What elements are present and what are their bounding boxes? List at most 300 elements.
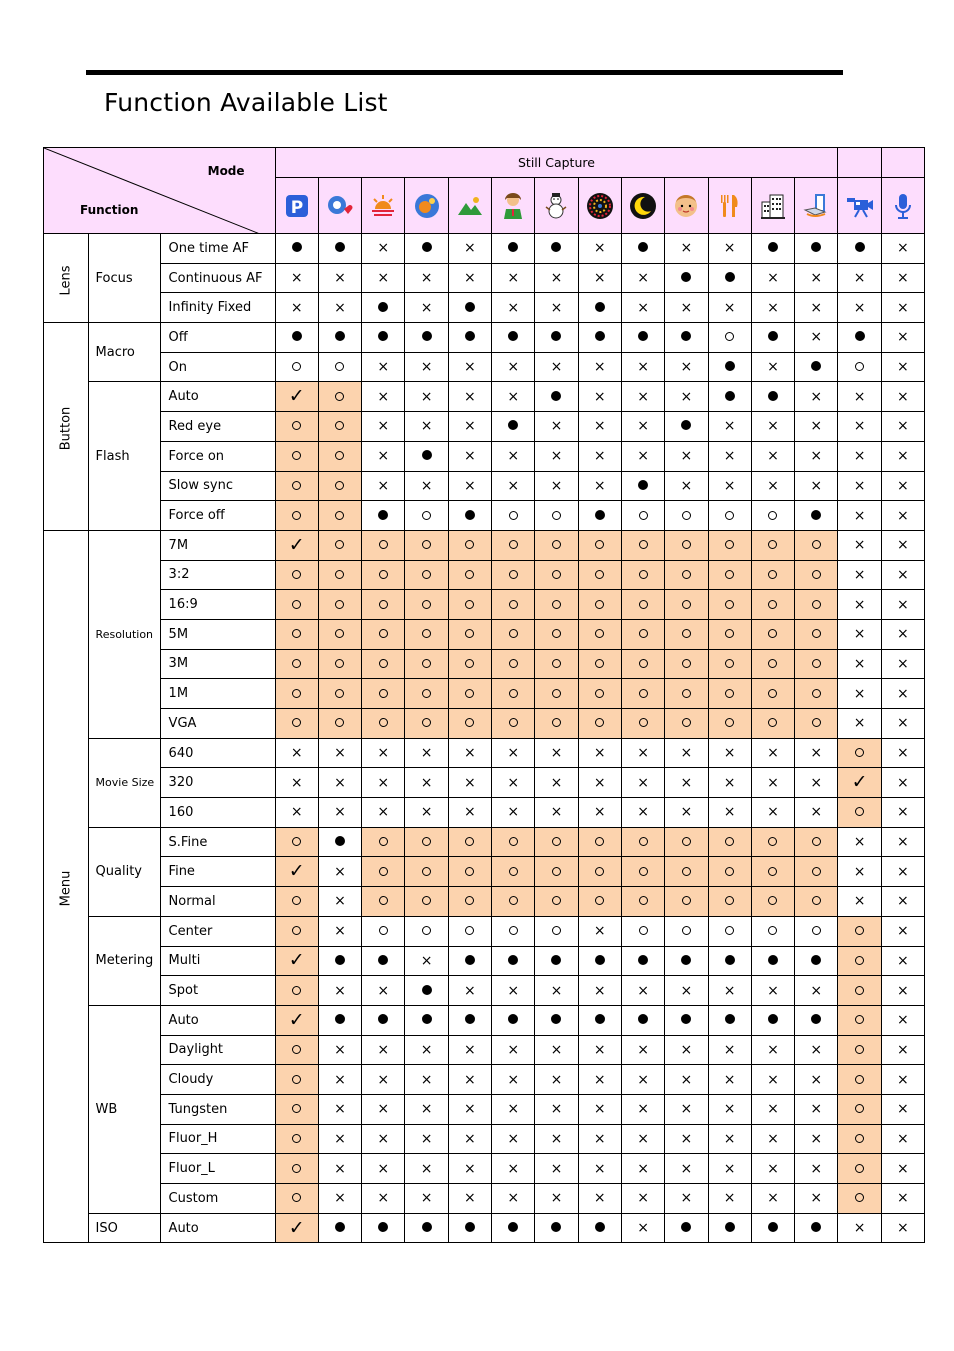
open-circle-icon	[335, 570, 344, 579]
availability-cell	[751, 649, 794, 679]
open-circle-icon	[292, 926, 301, 935]
availability-cell	[362, 560, 405, 590]
availability-cell	[795, 1213, 838, 1243]
availability-cell	[275, 827, 318, 857]
cross-icon: ×	[767, 448, 779, 465]
availability-cell	[318, 412, 361, 442]
filled-dot-icon	[378, 302, 388, 312]
filled-dot-icon	[725, 955, 735, 965]
availability-cell	[362, 1065, 405, 1095]
availability-cell	[362, 441, 405, 471]
filled-dot-icon	[422, 985, 432, 995]
filled-dot-icon	[378, 1014, 388, 1024]
availability-cell	[318, 798, 361, 828]
check-icon: ✓	[288, 1008, 305, 1031]
availability-cell	[535, 382, 578, 412]
cross-icon: ×	[550, 477, 563, 494]
open-circle-icon	[292, 1134, 301, 1143]
mode-function-corner	[44, 148, 276, 234]
cross-icon: ×	[853, 507, 866, 524]
availability-cell	[708, 619, 751, 649]
availability-cell	[318, 501, 361, 531]
availability-cell	[578, 1035, 621, 1065]
availability-cell	[275, 382, 318, 412]
table-row	[44, 946, 925, 976]
availability-cell	[751, 679, 794, 709]
availability-cell	[708, 679, 751, 709]
availability-cell	[881, 916, 924, 946]
availability-cell	[621, 382, 664, 412]
cross-icon: ×	[420, 774, 433, 791]
cross-icon: ×	[853, 596, 866, 613]
open-circle-icon	[812, 659, 821, 668]
cross-icon: ×	[593, 982, 606, 999]
function-label: Fluor_H	[160, 1124, 275, 1154]
availability-cell	[578, 501, 621, 531]
group-label: ISO	[88, 1213, 160, 1243]
cross-icon: ×	[896, 329, 909, 346]
availability-cell	[535, 352, 578, 382]
availability-cell	[838, 1213, 881, 1243]
cross-icon: ×	[593, 745, 606, 762]
availability-cell	[838, 590, 881, 620]
availability-cell	[535, 441, 578, 471]
cross-icon: ×	[334, 1160, 346, 1177]
availability-cell	[578, 1154, 621, 1184]
availability-cell	[708, 649, 751, 679]
function-label: 640	[160, 738, 275, 768]
availability-cell	[795, 857, 838, 887]
cross-icon: ×	[593, 804, 606, 821]
availability-cell	[492, 649, 535, 679]
cross-icon: ×	[853, 626, 866, 643]
availability-cell	[621, 709, 664, 739]
cross-icon: ×	[853, 655, 866, 672]
availability-cell	[621, 1035, 664, 1065]
open-circle-icon	[639, 718, 648, 727]
function-label: Auto	[160, 382, 275, 412]
availability-cell	[492, 263, 535, 293]
availability-cell	[708, 560, 751, 590]
open-circle-icon	[639, 540, 648, 549]
availability-cell	[881, 293, 924, 323]
availability-cell	[621, 501, 664, 531]
availability-cell	[362, 352, 405, 382]
availability-cell	[405, 382, 448, 412]
open-circle-icon	[292, 837, 301, 846]
table-row	[44, 738, 925, 768]
availability-cell	[621, 679, 664, 709]
cross-icon: ×	[680, 1130, 693, 1147]
availability-cell	[492, 827, 535, 857]
mode-column-7	[535, 178, 578, 234]
availability-cell	[318, 234, 361, 264]
portrait-icon	[492, 192, 534, 220]
cross-icon: ×	[680, 1190, 693, 1207]
availability-cell	[708, 946, 751, 976]
filled-dot-icon	[378, 510, 388, 520]
availability-cell	[665, 530, 708, 560]
availability-cell	[535, 590, 578, 620]
cross-icon: ×	[853, 388, 866, 405]
scene-portrait-heart-icon	[319, 193, 361, 219]
open-circle-icon	[465, 600, 474, 609]
cross-icon: ×	[507, 774, 520, 791]
availability-cell	[448, 916, 491, 946]
cross-icon: ×	[550, 270, 563, 287]
filled-dot-icon	[681, 1222, 691, 1232]
availability-cell	[708, 501, 751, 531]
cross-icon: ×	[550, 418, 563, 435]
filled-dot-icon	[811, 1014, 821, 1024]
open-circle-icon	[812, 600, 821, 609]
open-circle-icon	[335, 362, 344, 371]
open-circle-icon	[292, 896, 301, 905]
filled-dot-icon	[378, 1222, 388, 1232]
cross-icon: ×	[810, 1041, 823, 1058]
availability-cell	[492, 293, 535, 323]
function-label: Center	[160, 916, 275, 946]
availability-cell	[275, 1094, 318, 1124]
availability-cell	[448, 1094, 491, 1124]
function-label: Slow sync	[160, 471, 275, 501]
cross-icon: ×	[420, 270, 433, 287]
availability-cell	[275, 501, 318, 531]
cross-icon: ×	[810, 1071, 823, 1088]
availability-cell	[318, 471, 361, 501]
function-label: Fluor_L	[160, 1154, 275, 1184]
cross-icon: ×	[637, 270, 649, 287]
availability-cell	[708, 323, 751, 353]
cross-icon: ×	[507, 1041, 520, 1058]
open-circle-icon	[335, 511, 344, 520]
cross-icon: ×	[896, 863, 909, 880]
availability-cell	[362, 768, 405, 798]
availability-cell	[318, 738, 361, 768]
filled-dot-icon	[595, 510, 605, 520]
cross-icon: ×	[853, 893, 866, 910]
cross-icon: ×	[896, 774, 909, 791]
open-circle-icon	[292, 1193, 301, 1202]
mode-column-4	[405, 178, 448, 234]
open-circle-icon	[335, 718, 344, 727]
availability-cell	[578, 1184, 621, 1214]
cross-icon: ×	[420, 359, 433, 376]
table-row	[44, 1005, 925, 1035]
availability-cell	[275, 412, 318, 442]
open-circle-icon	[725, 867, 734, 876]
availability-cell	[448, 234, 491, 264]
cross-icon: ×	[334, 1071, 346, 1088]
table-row	[44, 1213, 925, 1243]
availability-cell	[708, 530, 751, 560]
availability-cell	[665, 946, 708, 976]
availability-cell	[881, 234, 924, 264]
category-cell	[44, 234, 89, 323]
availability-cell	[578, 679, 621, 709]
availability-cell	[621, 1154, 664, 1184]
open-circle-icon	[595, 867, 604, 876]
open-circle-icon	[725, 837, 734, 846]
open-circle-icon	[639, 689, 648, 698]
cross-icon: ×	[507, 359, 520, 376]
movie-header	[838, 148, 881, 178]
table-row	[44, 263, 925, 293]
availability-cell	[665, 263, 708, 293]
availability-cell	[318, 382, 361, 412]
cross-icon: ×	[507, 1071, 520, 1088]
availability-cell	[535, 323, 578, 353]
function-label: 3M	[160, 649, 275, 679]
filled-dot-icon	[768, 391, 778, 401]
availability-cell	[795, 1184, 838, 1214]
availability-cell	[405, 887, 448, 917]
availability-cell	[535, 1184, 578, 1214]
availability-cell	[665, 768, 708, 798]
cross-icon: ×	[680, 299, 693, 316]
open-circle-icon	[335, 600, 344, 609]
open-circle-icon	[335, 421, 344, 430]
table-row	[44, 887, 925, 917]
availability-cell	[492, 916, 535, 946]
availability-cell	[578, 946, 621, 976]
availability-cell	[621, 471, 664, 501]
availability-cell	[578, 412, 621, 442]
cross-icon: ×	[810, 1160, 823, 1177]
svg-text:P: P	[290, 197, 303, 218]
availability-cell	[275, 619, 318, 649]
filled-dot-icon	[681, 420, 691, 430]
open-circle-icon	[682, 629, 691, 638]
table-row	[44, 1154, 925, 1184]
open-circle-icon	[552, 570, 561, 579]
availability-cell	[795, 887, 838, 917]
cross-icon: ×	[896, 834, 909, 851]
availability-cell	[708, 798, 751, 828]
open-circle-icon	[465, 540, 474, 549]
mode-column-8	[578, 178, 621, 234]
cross-icon: ×	[637, 1041, 649, 1058]
availability-cell	[621, 887, 664, 917]
cross-icon: ×	[767, 1071, 779, 1088]
filled-dot-icon	[725, 1014, 735, 1024]
availability-cell	[838, 649, 881, 679]
availability-cell	[362, 946, 405, 976]
cross-icon: ×	[420, 1130, 433, 1147]
availability-cell	[448, 1035, 491, 1065]
availability-cell	[405, 916, 448, 946]
group-label: WB	[88, 1005, 160, 1213]
availability-cell	[751, 323, 794, 353]
availability-cell	[708, 976, 751, 1006]
availability-cell	[621, 827, 664, 857]
availability-cell	[362, 590, 405, 620]
open-circle-icon	[292, 689, 301, 698]
availability-cell	[751, 560, 794, 590]
cross-icon: ×	[767, 804, 779, 821]
table-row	[44, 323, 925, 353]
availability-cell	[621, 1005, 664, 1035]
cross-icon: ×	[593, 1071, 606, 1088]
availability-cell	[578, 976, 621, 1006]
mode-column-5	[448, 178, 491, 234]
cross-icon: ×	[896, 566, 909, 583]
cross-icon: ×	[810, 329, 823, 346]
availability-cell	[751, 887, 794, 917]
cross-icon: ×	[593, 388, 606, 405]
availability-cell	[578, 1124, 621, 1154]
cross-icon: ×	[637, 1101, 649, 1118]
cross-icon: ×	[507, 1130, 520, 1147]
availability-cell	[405, 738, 448, 768]
open-circle-icon	[292, 600, 301, 609]
open-circle-icon	[768, 689, 777, 698]
availability-cell	[578, 293, 621, 323]
building-icon	[752, 192, 794, 220]
availability-cell	[318, 857, 361, 887]
cross-icon: ×	[896, 299, 909, 316]
cross-icon: ×	[637, 418, 649, 435]
availability-cell	[318, 709, 361, 739]
availability-cell	[362, 649, 405, 679]
category-label: Lens	[58, 265, 74, 296]
availability-cell	[665, 1213, 708, 1243]
availability-cell	[881, 263, 924, 293]
mode-column-11	[708, 178, 751, 234]
function-label: One time AF	[160, 234, 275, 264]
open-circle-icon	[725, 926, 734, 935]
availability-cell	[708, 382, 751, 412]
availability-cell	[448, 441, 491, 471]
cross-icon: ×	[810, 982, 823, 999]
availability-cell	[448, 798, 491, 828]
open-circle-icon	[768, 867, 777, 876]
cross-icon: ×	[507, 1160, 520, 1177]
cross-icon: ×	[377, 1190, 390, 1207]
availability-cell	[881, 1005, 924, 1035]
table-row	[44, 798, 925, 828]
availability-cell	[838, 1184, 881, 1214]
availability-cell	[665, 1184, 708, 1214]
open-circle-icon	[335, 481, 344, 490]
cross-icon: ×	[377, 388, 390, 405]
availability-cell	[492, 946, 535, 976]
filled-dot-icon	[551, 1014, 561, 1024]
cross-icon: ×	[896, 507, 909, 524]
cross-icon: ×	[853, 715, 866, 732]
availability-cell	[578, 323, 621, 353]
availability-cell	[795, 471, 838, 501]
availability-cell	[405, 1094, 448, 1124]
availability-cell	[665, 1124, 708, 1154]
availability-cell	[275, 234, 318, 264]
cross-icon: ×	[420, 388, 433, 405]
cross-icon: ×	[507, 448, 520, 465]
availability-cell	[708, 768, 751, 798]
availability-cell	[838, 679, 881, 709]
availability-cell	[751, 619, 794, 649]
availability-cell	[795, 738, 838, 768]
cross-icon: ×	[853, 448, 866, 465]
availability-cell	[362, 827, 405, 857]
open-circle-icon	[335, 540, 344, 549]
availability-cell	[665, 441, 708, 471]
open-circle-icon	[725, 570, 734, 579]
open-circle-icon	[725, 629, 734, 638]
availability-cell	[708, 1124, 751, 1154]
availability-cell	[578, 352, 621, 382]
open-circle-icon	[552, 540, 561, 549]
cross-icon: ×	[896, 923, 909, 940]
availability-cell	[405, 1065, 448, 1095]
mode-column-1	[275, 178, 318, 234]
availability-cell	[751, 234, 794, 264]
availability-cell	[838, 887, 881, 917]
availability-cell	[665, 916, 708, 946]
availability-cell	[448, 976, 491, 1006]
availability-cell	[448, 412, 491, 442]
availability-cell	[535, 1065, 578, 1095]
function-label: VGA	[160, 709, 275, 739]
table-row	[44, 530, 925, 560]
cross-icon: ×	[377, 1101, 390, 1118]
availability-cell	[751, 976, 794, 1006]
availability-cell	[535, 501, 578, 531]
availability-cell	[318, 263, 361, 293]
availability-cell	[405, 679, 448, 709]
availability-cell	[275, 709, 318, 739]
open-circle-icon	[379, 600, 388, 609]
open-circle-icon	[812, 629, 821, 638]
open-circle-icon	[422, 570, 431, 579]
open-circle-icon	[465, 926, 474, 935]
open-circle-icon	[422, 659, 431, 668]
category-cell	[44, 530, 89, 1243]
cross-icon: ×	[377, 359, 390, 376]
availability-cell	[838, 1005, 881, 1035]
availability-cell	[838, 916, 881, 946]
cross-icon: ×	[377, 477, 390, 494]
open-circle-icon	[509, 926, 518, 935]
availability-cell	[535, 916, 578, 946]
cross-icon: ×	[810, 774, 823, 791]
filled-dot-icon	[638, 242, 648, 252]
availability-cell	[881, 857, 924, 887]
table-row	[44, 501, 925, 531]
cross-icon: ×	[507, 804, 520, 821]
cross-icon: ×	[896, 1041, 909, 1058]
availability-cell	[492, 1154, 535, 1184]
availability-cell	[621, 412, 664, 442]
group-label: Flash	[88, 382, 160, 530]
availability-cell	[838, 1065, 881, 1095]
open-circle-icon	[812, 689, 821, 698]
check-icon: ✓	[288, 533, 305, 556]
cross-icon: ×	[810, 418, 823, 435]
table-row	[44, 471, 925, 501]
cross-icon: ×	[420, 1190, 433, 1207]
open-circle-icon	[855, 956, 864, 965]
voice-microphone-icon	[882, 192, 924, 220]
availability-cell	[492, 798, 535, 828]
availability-cell	[621, 619, 664, 649]
open-circle-icon	[855, 1045, 864, 1054]
cross-icon: ×	[896, 240, 909, 257]
group-label: Macro	[88, 323, 160, 382]
open-circle-icon	[725, 332, 734, 341]
availability-cell	[448, 323, 491, 353]
open-circle-icon	[379, 718, 388, 727]
